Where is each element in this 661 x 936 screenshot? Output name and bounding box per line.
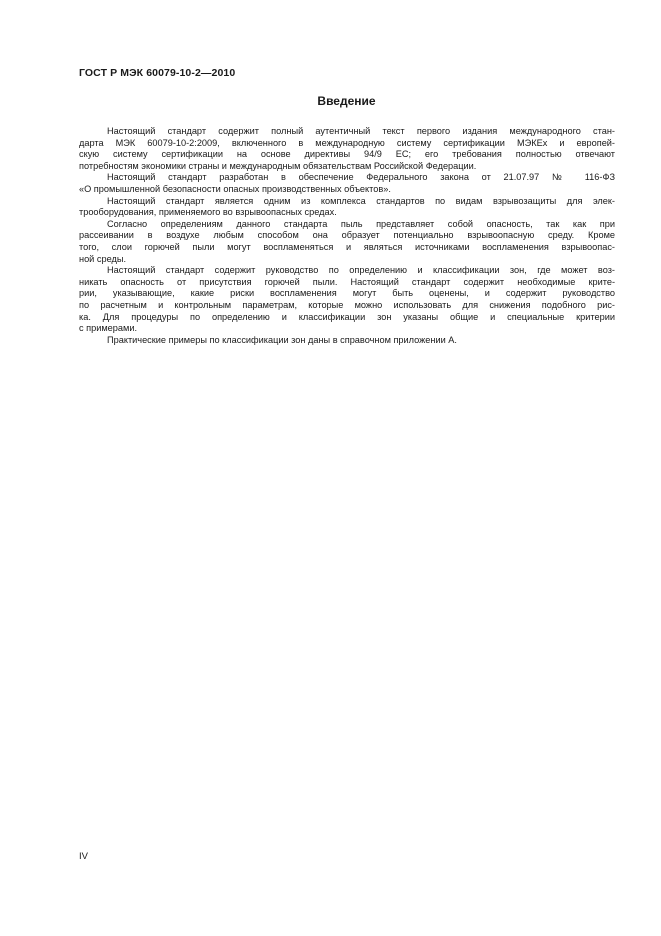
standard-code-header: ГОСТ Р МЭК 60079-10-2—2010 (79, 67, 236, 79)
paragraph-line: Настоящий стандарт содержит руководство по определению и классификации зон, где может воз- (107, 265, 615, 276)
paragraph-line: того, слои горючей пыли могут воспламеняться и являться источниками воспламенения взрывоопас- (79, 241, 615, 252)
paragraph-line: никать опасность от присутствия горючей пыли. Настоящий стандарт содержит необходимые крите- (79, 276, 615, 287)
section-title: Введение (317, 94, 376, 108)
paragraph-line: ной среды. (79, 253, 126, 264)
paragraph-line: Согласно определениям данного стандарта пыль представляет собой опасность, так как при (107, 218, 615, 229)
paragraph-line: Настоящий стандарт разработан в обеспечение Федерального закона от 21.07.97 № 116-ФЗ (107, 172, 615, 183)
paragraph-line: скую систему сертификации на основе директивы 94/9 ЕС; его требования полностью отвечают (79, 149, 615, 160)
paragraph-line: трооборудования, применяемого во взрывоопасных средах. (79, 207, 337, 218)
paragraph-line: потребностям экономики страны и международным обязательствам Российской Федерации. (79, 160, 477, 171)
paragraph-line: с примерами. (79, 323, 138, 334)
paragraph-line: «О промышленной безопасности опасных производственных объектов». (79, 183, 391, 194)
paragraph-line: рии, указывающие, какие риски воспламенения могут быть оценены, и содержит руководство (79, 288, 615, 299)
paragraph-line: по расчетным и контрольным параметрам, которые можно использовать для снижения подобного рис- (79, 299, 615, 310)
paragraph-line: Настоящий стандарт содержит полный аутентичный текст первого издания международного стан- (107, 126, 615, 136)
introduction-body (79, 126, 615, 346)
paragraph-line: Практические примеры по классификации зон даны в справочном приложении А. (107, 334, 457, 345)
page-number: IV (79, 851, 88, 862)
paragraph-line: ка. Для процедуры по определению и классификации зон указаны общие и специальные критерии (79, 311, 615, 322)
paragraph-line: рассеивании в воздухе любым способом она образует потенциально взрывоопасную среду. Кроме (79, 230, 615, 241)
paragraph-line: Настоящий стандарт является одним из комплекса стандартов по видам взрывозащиты для элек- (107, 195, 615, 206)
paragraph-line: дарта МЭК 60079-10-2:2009, включенного в международную систему сертификации МЭКЕх и европей- (79, 137, 615, 148)
